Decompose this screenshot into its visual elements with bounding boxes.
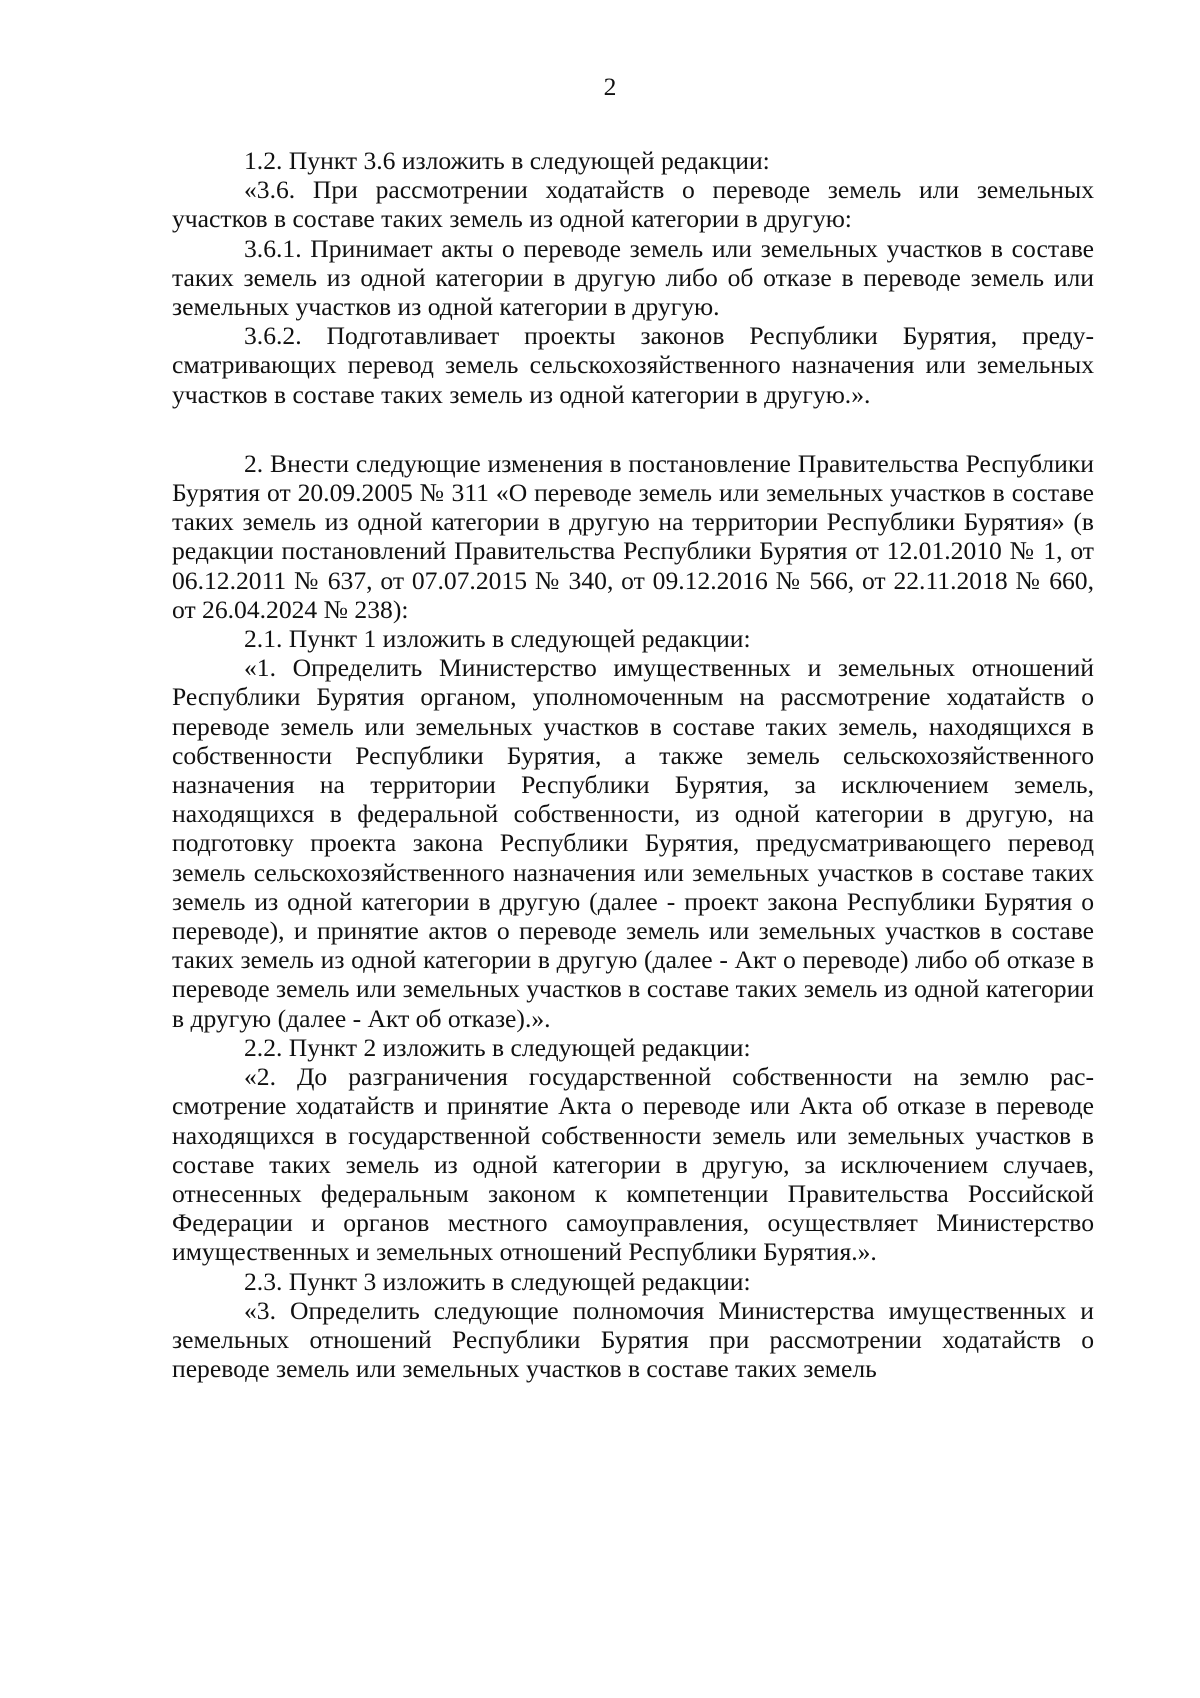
paragraph-1-2: 1.2. Пункт 3.6 изложить в следующей редакции: [244,146,770,175]
paragraph-point-3-text: «3. Определить следующие полномочия Министерства имущественных и земельных отношений Республики Бурятия при рассмотрении ходатайств о переводе земель или земельных участков в составе таких земель [172,1295,1094,1384]
paragraph-2-3: 2.3. Пункт 3 изложить в следующей редакции: [244,1266,751,1296]
paragraph-3-6: «3.6. При рассмотрении ходатайств о переводе земель или земельных участков в составе таких земель из одной категории в другую: [172,175,1094,234]
paragraph-3-6-2: 3.6.2. Подготавливает проекты законов Республики Бурятия, предусматривающих перевод земель сельскохозяйственного назначения или земельных участков в составе таких земель из одной категории в другую.». [172,321,1094,409]
document-body [172,146,1094,1383]
page-number: 2 [603,72,617,101]
paragraph-2-2: 2.2. Пункт 2 изложить в следующей редакции: [244,1032,751,1062]
paragraph-2-1: 2.1. Пункт 1 изложить в следующей редакции: [244,624,751,654]
paragraph-3-6-1: 3.6.1. Принимает акты о переводе земель или земельных участков в составе таких земель из одной категории в другую либо об отказе в переводе земель или земельных участков из одной категории в другую. [172,233,1094,322]
paragraph-point-2-text: «2. До разграничения государственной собственности на землю рассмотрение ходатайств и принятие Акта о переводе или Акта об отказе в переводе находящихся в государственной собственности земель или земельных участков в составе таких земель из одной категории в другую, за исключением случаев, отнесенных федеральным законом к компетенции Правительства Российской Федерации и органов местного самоуправления, осуществляет Министерство имущественных и земельных отношений Республики Бурятия.». [172,1062,1094,1267]
paragraph-2: 2. Внести следующие изменения в постановление Правительства Республики Бурятия от 20.09.2005 № 311 «О переводе земель или земельных участков в составе таких земель из одной категории в другую на территории Республики Бурятия» (в редакции постановлений Правительства Республики Бурятия от 12.01.2010 № 1, от 06.12.2011 № 637, от 07.07.2015 № 340, от 09.12.2016 № 566, от 22.11.2018 № 660, от 26.04.2024 № 238): [172,448,1094,624]
paragraph-point-1-text: «1. Определить Министерство имущественных и земельных отношений Республики Бурятия органом, уполномоченным на рассмотрение ходатайств о переводе земель или земельных участков в составе таких земель, находящихся в собственности Республики Бурятия, а также земель сельскохозяйственного назначения на территории Республики Бурятия, за исключением земель, находящихся в федеральной собственности, из одной категории в другую, на подготовку проекта закона Республики Бурятия, предусматривающего перевод земель сельскохозяйственного назначения или земельных участков в составе таких земель из одной категории в другую (далее - проект закона Республики Бурятия о переводе), и принятие актов о переводе земель или земельных участков в составе таких земель из одной категории в другую (далее - Акт о переводе) либо об отказе в переводе земель или земельных участков в составе таких земель из одной категории в другую (далее - Акт об отказе).». [172,653,1094,1033]
